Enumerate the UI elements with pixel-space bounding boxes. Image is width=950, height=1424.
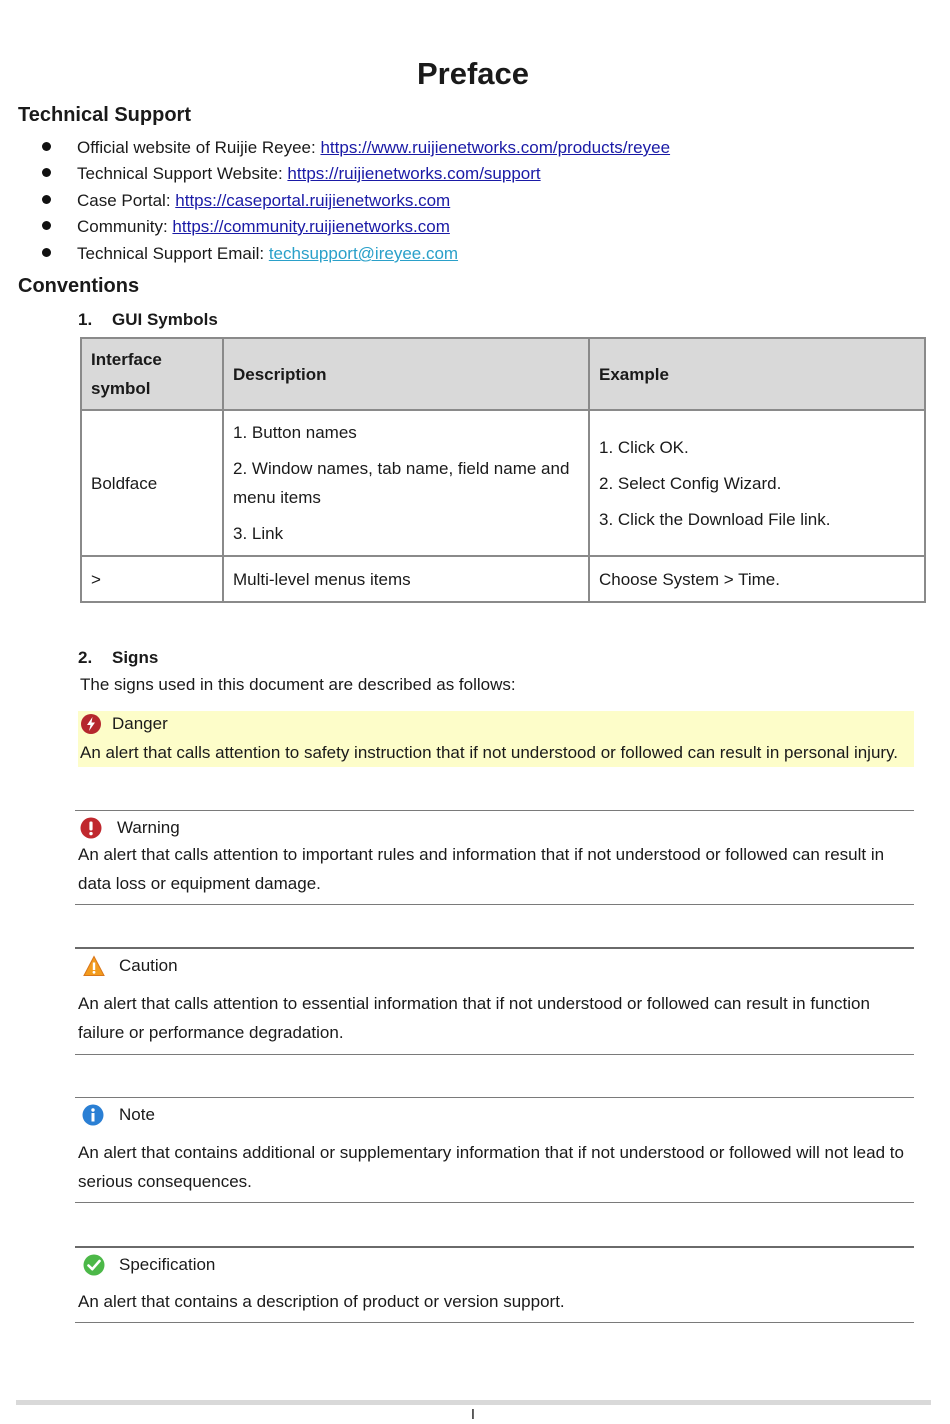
divider [75,1054,914,1055]
list-item-label: Official website of Ruijie Reyee: [77,138,321,157]
divider [75,1322,914,1323]
cell-line: 3. Link [233,524,284,543]
section-title: Signs [112,648,159,667]
divider [75,1097,914,1098]
table-row [81,556,925,602]
sign-description: An alert that contains a description of product or version support. [78,1292,565,1311]
danger-icon [80,713,102,735]
sign-description: An alert that calls attention to important rules and information that if not understood or followed can result in data loss or equipment damage. [78,845,885,893]
divider [75,1246,914,1248]
table-cell [589,410,925,556]
sign-name: Caution [119,956,178,975]
note-header [82,1103,155,1127]
list-item-label: Technical Support Email: [77,244,269,263]
specification-icon [83,1254,105,1276]
sign-name: Warning [117,818,180,837]
list-item [42,214,450,240]
gui-symbols-table [80,337,926,603]
table-header-cell [81,338,223,410]
divider [75,947,914,949]
sign-name: Danger [112,714,168,733]
list-item-label: Case Portal: [77,191,176,210]
support-email-link[interactable]: techsupport@ireyee.com [268,244,459,263]
conventions-heading: Conventions [18,275,140,297]
table-cell: Boldface [81,410,223,556]
sign-name: Note [119,1105,155,1124]
table-row [81,410,925,556]
caution-icon [83,955,105,977]
table-cell: Choose System > Time. [589,556,925,602]
list-item [42,161,541,187]
footer-bar [16,1400,931,1405]
divider [75,1202,914,1203]
cell-line: 2. Window names, tab name, field name and menu items [233,459,570,507]
gui-symbols-heading [78,310,218,330]
case-portal-link[interactable]: https://caseportal.ruijienetworks.com [175,191,451,210]
table-cell: > [81,556,223,602]
section-number: 1. [78,310,93,329]
sign-description: An alert that calls attention to essential information that if not understood or followed can result in function failure or performance degradation. [78,994,870,1042]
section-title: GUI Symbols [112,310,218,329]
community-link[interactable]: https://community.ruijienetworks.com [172,217,450,236]
header-interface-symbol: Interface symbol [91,350,162,398]
list-item-label: Technical Support Website: [77,164,288,183]
divider [75,904,914,905]
cell-line: 1. Click OK. [599,437,689,457]
sign-description: An alert that contains additional or supplementary information that if not understood or followed will not lead to serious consequences. [78,1143,904,1191]
reyee-website-link[interactable]: https://www.ruijienetworks.com/products/reyee [320,138,671,157]
warning-icon [80,817,102,839]
cell-line: 3. Click the Download File link. [599,509,831,529]
danger-header [80,713,168,735]
page-title: Preface [416,56,530,91]
list-item-label: Community: [77,217,173,236]
table-header-cell: Description [223,338,589,410]
table-header-cell: Example [589,338,925,410]
signs-heading [78,648,158,668]
list-item [42,188,450,214]
list-item [42,135,670,161]
section-number: 2. [78,648,93,667]
page-number: I [470,1406,476,1423]
table-cell: Multi-level menus items [223,556,589,602]
support-website-link[interactable]: https://ruijienetworks.com/support [287,164,541,183]
divider [75,810,914,811]
sign-description: An alert that calls attention to safety instruction that if not understood or followed can result in personal injury. [80,743,899,762]
sign-name: Specification [119,1255,216,1274]
table-cell [223,410,589,556]
bullet-icon [42,221,51,230]
bullet-icon [42,195,51,204]
table-header-row [81,338,925,410]
signs-intro: The signs used in this document are described as follows: [80,675,516,694]
caution-header [83,954,178,978]
list-item [42,241,458,267]
cell-line: 1. Button names [233,423,357,442]
note-icon [82,1104,104,1126]
warning-header [80,816,180,840]
tech-support-heading: Technical Support [18,104,191,126]
bullet-icon [42,248,51,257]
bullet-icon [42,142,51,151]
specification-header [83,1253,215,1277]
cell-line: 2. Select Config Wizard. [599,473,782,493]
bullet-icon [42,168,51,177]
